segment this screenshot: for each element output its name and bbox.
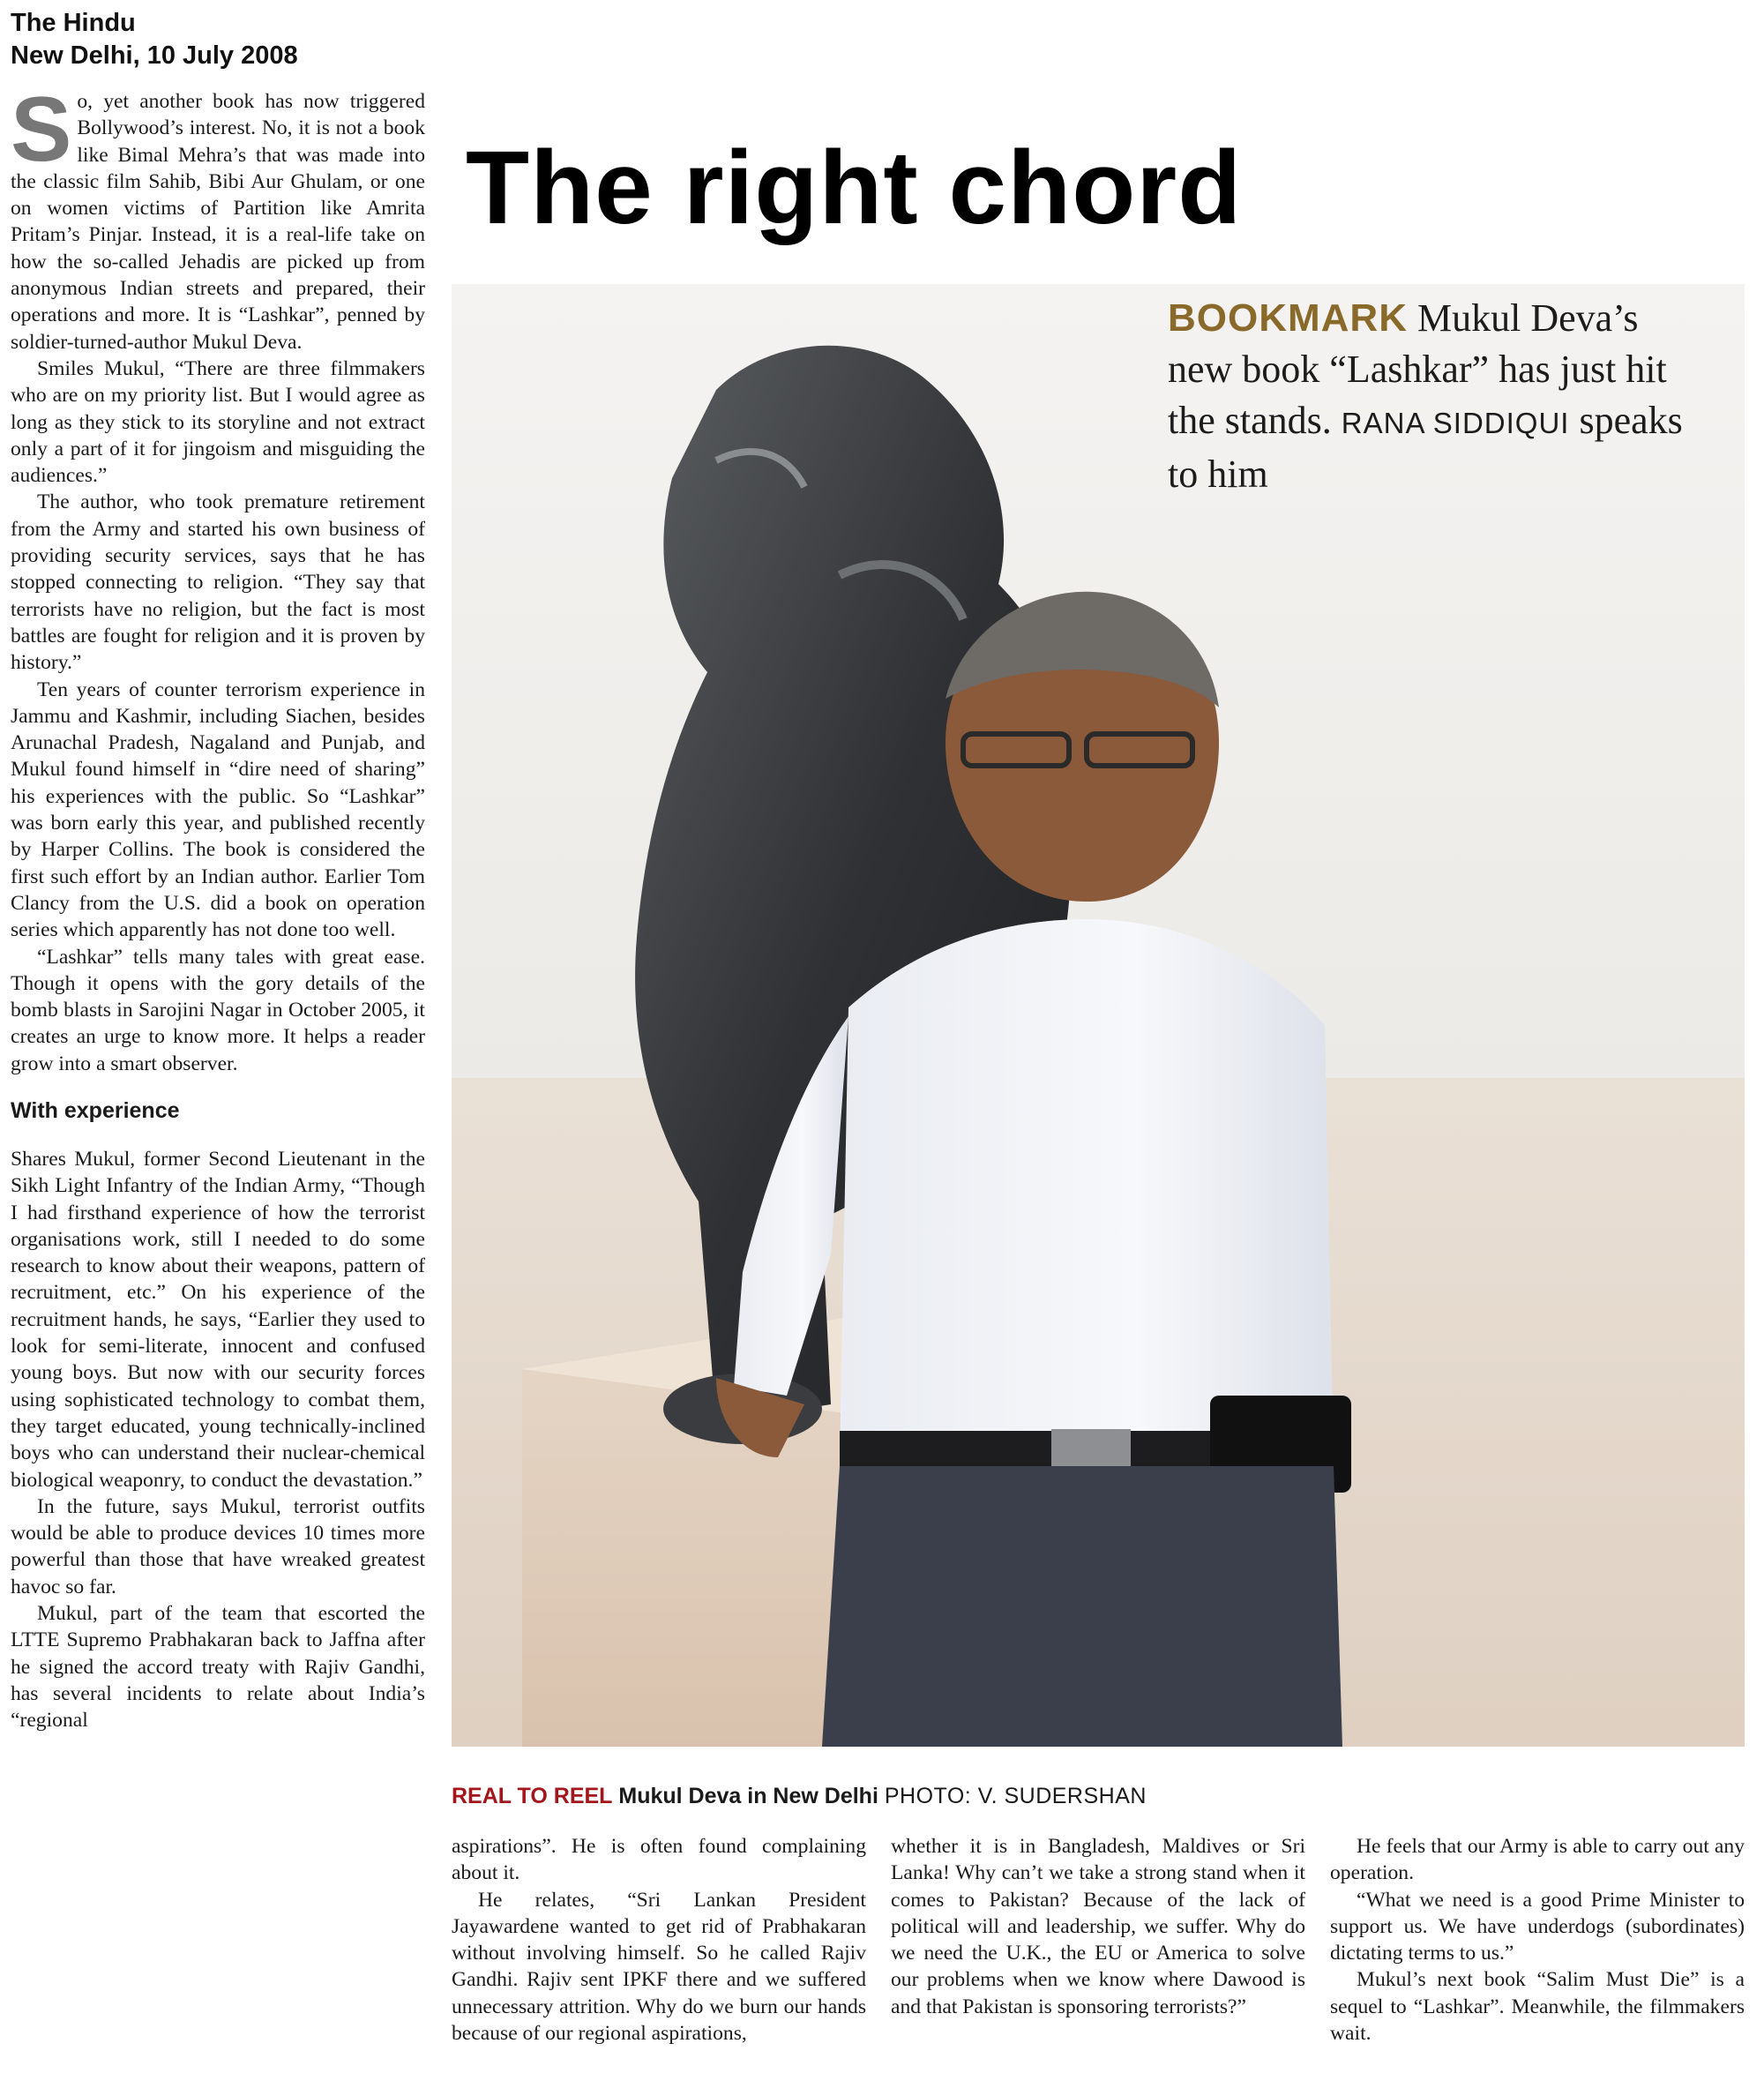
- article-paragraph: “Lashkar” tells many tales with great ease. Though it opens with the gory details of the bomb blasts in Sarojini Nagar in October 2005, it creates an urge to know more. It helps a reader grow into a smart observer.: [11, 945, 425, 1075]
- article-paragraph: whether it is in Bangladesh, Maldives or Sri Lanka! Why can’t we take a strong stand when it comes to Pakistan? Because of the lack of political will and leadership, we suffer. Why do we need the U.K., the EU or America to solve our problems when we know where Dawood is and that Pakistan is sponsoring terrorists?”: [891, 1835, 1305, 2018]
- photo-illustration: [452, 284, 1745, 1747]
- deck-text: Mukul Deva’s new book “Lashkar” has just hit the stands.: [1168, 296, 1667, 442]
- newspaper-name: The Hindu: [11, 9, 136, 37]
- headline: The right chord: [466, 130, 1243, 246]
- article-paragraph: He feels that our Army is able to carry out any operation.: [1330, 1835, 1745, 1885]
- article-paragraph: Mukul, part of the team that escorted the LTTE Supremo Prabhakaran back to Jaffna after he signed the accord treaty with Rajiv Gandhi, has several incidents to relate about India’s “regional: [11, 1602, 425, 1733]
- article-photo: [452, 284, 1745, 1747]
- article-paragraph: He relates, “Sri Lankan President Jayawardene wanted to get rid of Prabhakaran without involving himself. So he called Rajiv Gandhi. Rajiv sent IPKF there and we suffered unnecessary attrition. Why do we burn our hands because of our regional aspirations,: [452, 1888, 866, 2046]
- article-column-4: [1330, 1833, 1745, 2091]
- article-paragraph: The author, who took premature retirement from the Army and started his own business of providing security services, says that he has stopped connecting to religion. “They say that terrorists have no religion, but the fact is most battles are fought for religion and it is proven by history.”: [11, 490, 425, 675]
- drop-cap: S: [11, 88, 72, 181]
- article-column-1: [11, 88, 425, 2091]
- article-paragraph: [11, 88, 425, 356]
- article-column-3: [891, 1833, 1305, 2091]
- paragraph-text: o, yet another book has now triggered Bollywood’s interest. No, it is not a book like Bimal Mehra’s that was made into the classic film Sahib, Bibi Aur Ghulam, or one on women victims of Partition like Amrita Pritam’s Pinjar. Instead, it is a real-life take on how the so-called Jehadis are picked up from anonymous Indian streets and prepared, their operations and more. It is “Lashkar”, penned by soldier-turned-author Mukul Deva.: [11, 90, 425, 354]
- article-deck: [1168, 293, 1697, 500]
- deck-author: RANA SIDDIQUI: [1341, 407, 1570, 439]
- section-subhead: With experience: [11, 1097, 180, 1123]
- photo-caption: [452, 1782, 1147, 1810]
- article-paragraph: Shares Mukul, former Second Lieutenant in the Sikh Light Infantry of the Indian Army, “Though I had firsthand experience of how the terrorist organisations work, still I needed to do some research to know about their weapons, pattern of recruitment, etc.” On his experience of the recruitment hands, he says, “Earlier they used to look for semi-literate, innocent and confused young boys. But now with our security forces using sophisticated technology to combat them, they target educated, young technically-inclined boys who can understand their nuclear-chemical biological weaponry, to conduct the devastation.”: [11, 1147, 425, 1492]
- dateline: New Delhi, 10 July 2008: [11, 41, 298, 70]
- photo-credit: PHOTO: V. SUDERSHAN: [884, 1784, 1147, 1808]
- article-paragraph: aspirations”. He is often found complaining about it.: [452, 1835, 866, 1885]
- article-paragraph: Smiles Mukul, “There are three filmmakers who are on my priority list. But I would agree as long as they stick to its storyline and not extract only a part of it for jingoism and misguiding the audiences.”: [11, 356, 425, 488]
- caption-text: Mukul Deva in New Delhi: [618, 1784, 878, 1808]
- article-paragraph: In the future, says Mukul, terrorist outfits would be able to produce devices 10 times more powerful than those that have wreaked greatest havoc so far.: [11, 1494, 425, 1598]
- article-paragraph: Mukul’s next book “Salim Must Die” is a sequel to “Lashkar”. Meanwhile, the filmmakers wait.: [1330, 1968, 1745, 2046]
- deck-tail: speaks to him: [1168, 399, 1683, 496]
- article-paragraph: “What we need is a good Prime Minister to support us. We have underdogs (subordinates) dictating terms to us.”: [1330, 1888, 1745, 1965]
- masthead: [11, 7, 298, 72]
- caption-kicker: REAL TO REEL: [452, 1784, 613, 1808]
- article-paragraph: Ten years of counter terrorism experience in Jammu and Kashmir, including Siachen, besides Arunachal Pradesh, Nagaland and Punjab, and Mukul found himself in “dire need of sharing” his experiences with the public. So “Lashkar” was born early this year, and published recently by Harper Collins. The book is considered the first such effort by an Indian author. Earlier Tom Clancy from the U.S. did a book on operation series which apparently has not done too well.: [11, 677, 425, 942]
- deck-kicker: BOOKMARK: [1168, 296, 1408, 340]
- article-column-2: [452, 1833, 866, 2091]
